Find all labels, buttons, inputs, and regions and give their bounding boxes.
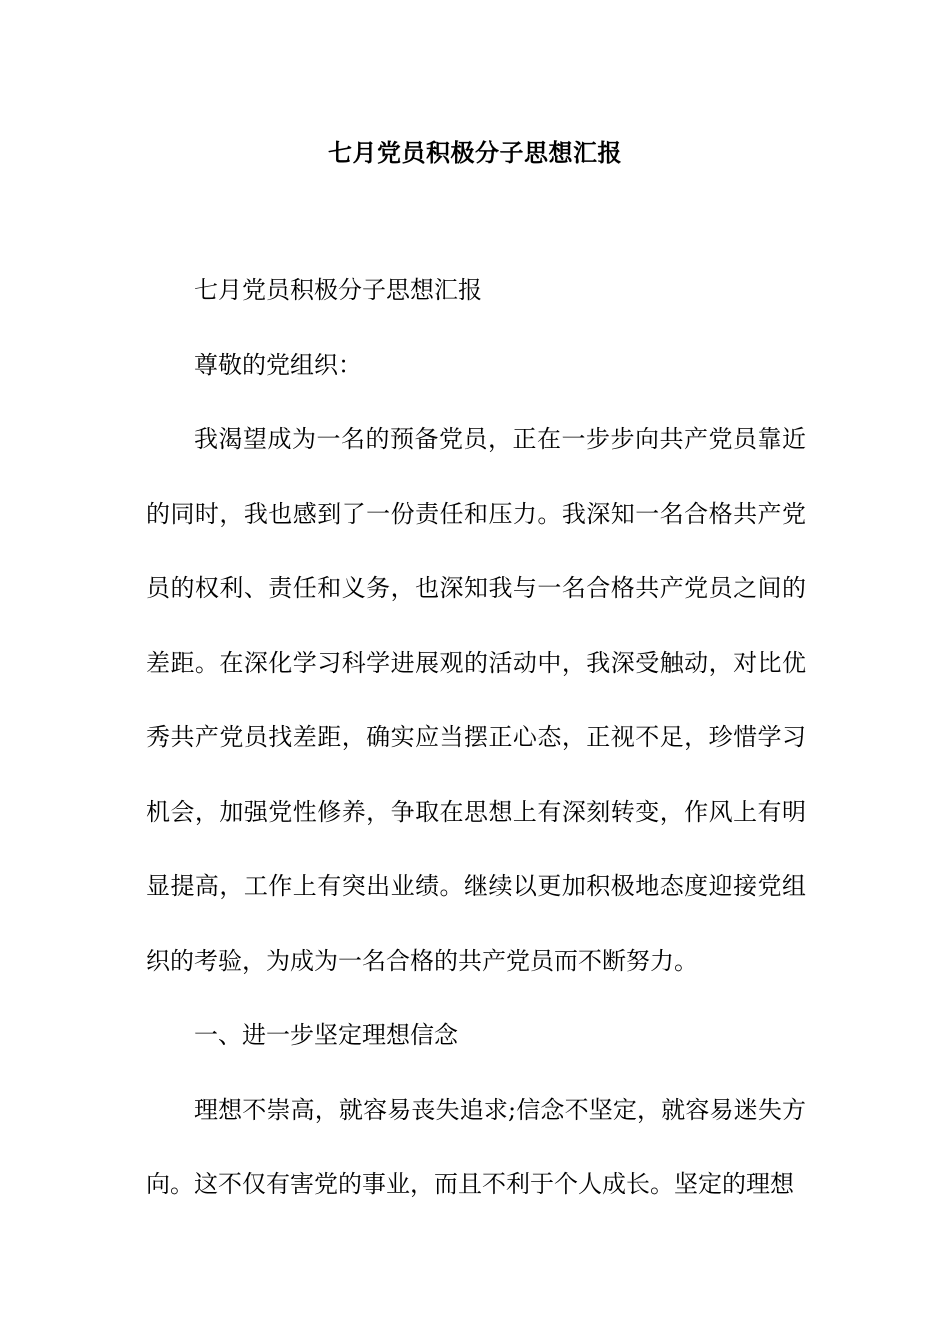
paragraph-section-text: 理想不崇高，就容易丧失追求;信念不坚定，就容易迷失方向。这不仅有害党的事业，而且不利于个人成长。坚定的理想: [146, 1095, 806, 1198]
paragraph-salutation: 尊敬的党组织：: [194, 350, 362, 379]
paragraph-heading: 七月党员积极分子思想汇报: [194, 276, 482, 304]
document-body: [146, 253, 806, 1222]
paragraph-main: 我渴望成为一名的预备党员，正在一步步向共产党员靠近的同时，我也感到了一份责任和压力。我深知一名合格共产党员的权利、责任和义务，也深知我与一名合格共产党员之间的差距。在深化学习科学进展观的活动中，我深受触动，对比优秀共产党员找差距，确实应当摆正心态，正视不足，珍惜学习机会，加强党性修养，争取在思想上有深刻转变，作风上有明显提高，工作上有突出业绩。继续以更加积极地态度迎接党组织的考验，为成为一名合格的共产党员而不断努力。: [146, 425, 806, 975]
paragraph-section-heading: 一、进一步坚定理想信念: [194, 1021, 458, 1049]
document-title: 七月党员积极分子思想汇报: [328, 138, 622, 167]
